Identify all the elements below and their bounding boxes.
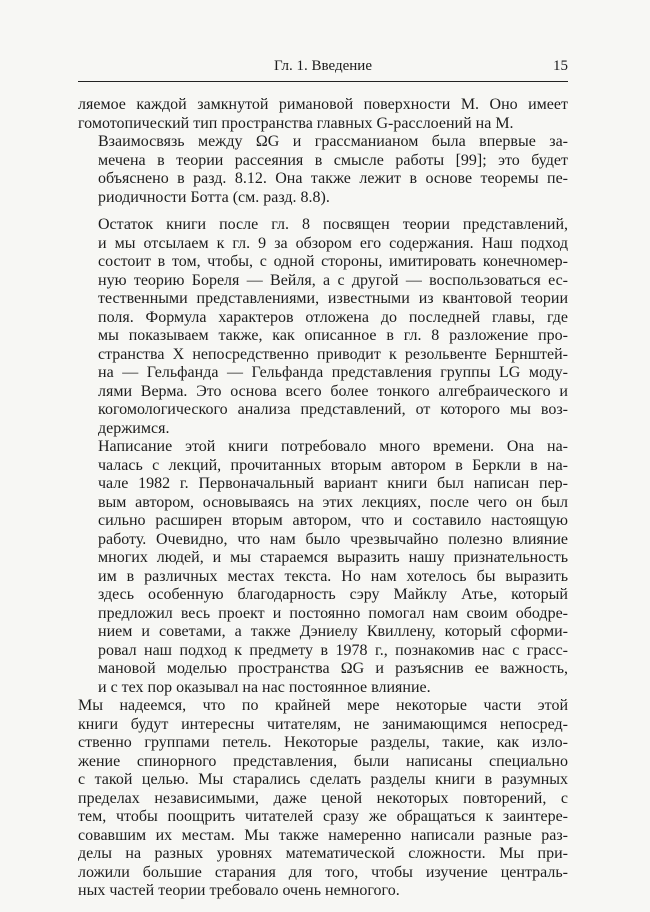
text-line: Взаимосвязь между ΩG и грассманианом была впервые за- (98, 133, 568, 150)
text-line: тем, чтобы поощрить читателей сразу же обращаться к заинтере- (78, 808, 568, 825)
text-line: чалась с лекций, прочитанных вторым автором в Беркли в на- (98, 456, 568, 474)
text-line: книги будут интересны читателям, не занимающимся непосред- (78, 715, 568, 733)
text-line: риодичности Ботта (см. разд. 8.8). (98, 188, 330, 206)
text-line: тественными представлениями, известными из квантовой теории (98, 290, 568, 307)
paragraph (78, 216, 568, 438)
text-line: состоит в том, чтобы, с одной стороны, имитировать конечномер- (98, 253, 568, 270)
text-line: с такой целью. Мы старались сделать разделы книги в разумных (78, 771, 568, 788)
text-line: Остаток книги после гл. 8 посвящен теории представлений, (98, 216, 568, 233)
paragraph (78, 697, 568, 901)
text-line: и мы отсылаем к гл. 9 за обзором его содержания. Наш подход (98, 234, 568, 252)
text-line: жение спинорного представления, были написаны специально (78, 752, 568, 770)
text-line: ляемое каждой замкнутой римановой поверхности M. Оно имеет (78, 96, 568, 113)
page-number: 15 (553, 58, 568, 74)
text-line: вым автором, основываясь на этих лекциях, после чего он был (98, 493, 568, 511)
text-line: объяснено в разд. 8.12. Она также лежит в основе теоремы пе- (98, 170, 568, 187)
text-line: держимся. (98, 419, 170, 437)
text-line: пределах независимыми, даже ценой некоторых повторений, с (78, 789, 568, 807)
header-rule (78, 81, 568, 82)
text-line: мечена в теории рассеяния в смысле работы [99]; это будет (98, 151, 568, 169)
text-line: мы показываем также, как описанное в гл. 8 разложение про- (98, 327, 568, 344)
paragraph (78, 438, 568, 697)
text-line: ложили большие старания для того, чтобы изучение централь- (78, 863, 568, 881)
paragraph (78, 133, 568, 207)
body-text (78, 96, 568, 901)
text-line: делы на разных уровнях математической сложности. Мы при- (78, 845, 568, 862)
text-line: чале 1982 г. Первоначальный вариант книги был написан пер- (98, 475, 568, 492)
text-line: Написание этой книги потребовало много времени. Она на- (98, 438, 568, 455)
text-line: совавшим их местам. Мы также намеренно написали разные раз- (78, 826, 568, 844)
text-line: здесь особенную благодарность сэру Майклу Атье, который (98, 586, 568, 603)
text-line: предложил весь проект и постоянно помогал нам своим ободре- (98, 604, 568, 622)
text-line: лями Верма. Это основа всего более тонкого алгебраического и (98, 382, 568, 400)
text-line: когомологического анализа представлений, от которого мы воз- (98, 401, 568, 418)
text-line: многих людей, и мы стараемся выразить нашу признательность (98, 549, 568, 566)
text-line: на — Гельфанда — Гельфанда представления группы LG моду- (98, 364, 568, 381)
text-line: нием и советами, а также Дэниелу Квиллену, который сформи- (98, 623, 568, 640)
running-title: Гл. 1. Введение (274, 58, 372, 74)
text-line: ровал наш подход к предмету в 1978 г., познакомив нас с грасс- (98, 641, 568, 659)
text-line: им в различных местах текста. Но нам хотелось бы выразить (98, 567, 568, 585)
text-line: странства X непосредственно приводит к резольвенте Бернштей- (98, 345, 568, 363)
text-line: поля. Формула характеров отложена до последней главы, где (98, 308, 568, 326)
text-line: гомотопический тип пространства главных G-расслоений на M. (78, 114, 514, 132)
text-line: Мы надеемся, что по крайней мере некоторые части этой (78, 697, 568, 714)
text-line: сильно расширен вторым автором, что и составило настоящую (98, 512, 568, 529)
text-line: ных частей теории требовало очень немногого. (78, 882, 400, 899)
text-line: ственно группами петель. Некоторые разделы, такие, как изло- (78, 734, 568, 751)
text-line: и с тех пор оказывал на нас постоянное влияние. (98, 678, 431, 696)
paragraph (78, 96, 568, 133)
text-line: работу. Очевидно, что нам было чрезвычайно полезно влияние (98, 530, 568, 548)
text-line: мановой моделью пространства ΩG и разъяснив ее важность, (98, 660, 568, 677)
text-line: ную теорию Бореля — Вейля, а с другой — воспользоваться ес- (98, 271, 568, 289)
